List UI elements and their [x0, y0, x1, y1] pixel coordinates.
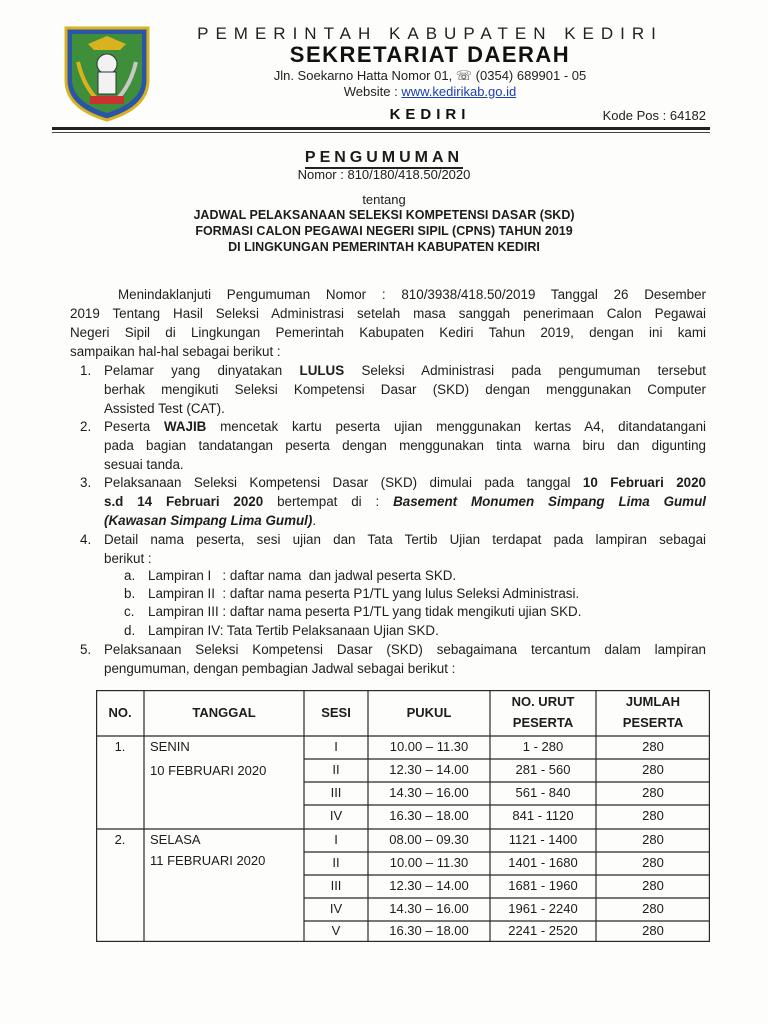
- item-2-line-1: [104, 417, 706, 436]
- attachment-c-letter: c.: [124, 604, 135, 619]
- header-pukul: PUKUL: [406, 705, 452, 720]
- announcement-number: Nomor : 810/180/418.50/2020: [297, 167, 471, 182]
- row-1-urut: 1 - 280: [522, 739, 564, 754]
- item-3-text-a: Pelaksanaan Seleksi Kompetensi Dasar (SKD) dimulai pada tanggal: [104, 475, 583, 490]
- item-3-line-2: [104, 492, 706, 511]
- item-3-line-1: [104, 473, 706, 492]
- row-7-jumlah: 280: [642, 878, 664, 893]
- header-jumlah-1: JUMLAH: [625, 694, 681, 709]
- header-tanggal: TANGGAL: [192, 705, 256, 720]
- letterhead-postcode: Kode Pos : 64182: [602, 108, 706, 123]
- row-7-urut: 1681 - 1960: [508, 878, 578, 893]
- row-2-pukul: 12.30 – 14.00: [389, 762, 469, 777]
- row-8-jumlah: 280: [642, 901, 664, 916]
- schedule-table: [96, 690, 710, 942]
- website-link[interactable]: www.kedirikab.go.id: [401, 84, 517, 99]
- item-1-line-1: [104, 361, 706, 380]
- group-2-day: SELASA: [150, 832, 201, 847]
- item-3-venue-area: (Kawasan Simpang Lima Gumul): [104, 513, 313, 528]
- website-label: Website :: [343, 84, 398, 99]
- row-4-urut: 841 - 1120: [512, 808, 574, 823]
- row-9-urut: 2241 - 2520: [508, 923, 578, 938]
- item-2-line-3: sesuai tanda.: [104, 457, 184, 472]
- attachment-a-letter: a.: [124, 568, 136, 583]
- row-7-sesi: III: [330, 878, 342, 893]
- item-4-line-1: Detail nama peserta, sesi ujian dan Tata Tertib Ujian terdapat pada lampiran sebagai: [104, 532, 706, 547]
- letterhead-address: Jln. Soekarno Hatta Nomor 01, ☏ (0354) 689901 - 05: [273, 68, 587, 83]
- group-2-no: 2.: [114, 832, 126, 847]
- subject-line-3: DI LINGKUNGAN PEMERINTAH KABUPATEN KEDIRI: [228, 240, 540, 254]
- row-7-pukul: 12.30 – 14.00: [389, 878, 469, 893]
- header-no: NO.: [108, 705, 132, 720]
- row-6-pukul: 10.00 – 11.30: [389, 855, 469, 870]
- row-4-pukul: 16.30 – 18.00: [389, 808, 469, 823]
- header-urut-2: PESERTA: [512, 715, 574, 730]
- item-2-line-2: pada bagian tandatangan peserta dengan menggunakan tinta warna biru dan digunting: [104, 438, 706, 453]
- item-5-number: 5.: [80, 642, 92, 657]
- row-3-pukul: 14.30 – 16.00: [389, 785, 469, 800]
- item-1-text-c: Seleksi Administrasi pada pengumuman tersebut: [344, 363, 706, 378]
- row-3-sesi: III: [330, 785, 342, 800]
- item-3-venue: Basement Monumen Simpang Lima Gumul: [393, 494, 706, 509]
- row-6-jumlah: 280: [642, 855, 664, 870]
- attachment-d-letter: d.: [124, 623, 136, 638]
- item-1-line-3: Assisted Test (CAT).: [104, 401, 225, 416]
- header-jumlah-2: PESERTA: [622, 715, 684, 730]
- group-1-no: 1.: [114, 739, 126, 754]
- row-5-pukul: 08.00 – 09.30: [389, 832, 469, 847]
- item-3-period: .: [312, 513, 317, 528]
- letterhead-website: [160, 84, 700, 99]
- header-sesi: SESI: [321, 705, 351, 720]
- subject-line-2: FORMASI CALON PEGAWAI NEGERI SIPIL (CPNS) TAHUN 2019: [195, 224, 573, 238]
- attachment-b-letter: b.: [124, 586, 136, 601]
- row-9-pukul: 16.30 – 18.00: [389, 923, 469, 938]
- item-3-number: 3.: [80, 475, 92, 490]
- item-2-text-c: mencetak kartu peserta ujian menggunakan kertas A4, ditandatangani: [206, 419, 706, 434]
- item-1-lulus: LULUS: [299, 363, 345, 378]
- row-4-jumlah: 280: [642, 808, 664, 823]
- row-9-jumlah: 280: [642, 923, 664, 938]
- row-8-urut: 1961 - 2240: [508, 901, 578, 916]
- item-1-line-2: berhak mengikuti Seleksi Kompetensi Dasar (SKD) dengan menggunakan Computer: [104, 382, 706, 397]
- announcement-about: tentang: [362, 192, 406, 207]
- letterhead-rule-thick: [52, 127, 710, 130]
- item-2-wajib: WAJIB: [163, 419, 207, 434]
- row-1-pukul: 10.00 – 11.30: [389, 739, 469, 754]
- row-2-jumlah: 280: [642, 762, 664, 777]
- row-5-jumlah: 280: [642, 832, 664, 847]
- item-1-number: 1.: [80, 363, 92, 378]
- row-6-sesi: II: [332, 855, 340, 870]
- intro-line-4: sampaikan hal-hal sebagai berikut :: [70, 344, 281, 359]
- attachment-d-text: Lampiran IV: Tata Tertib Pelaksanaan Ujian SKD.: [148, 623, 439, 638]
- item-1-text-a: Pelamar yang dinyatakan: [104, 363, 300, 378]
- group-1-date: 10 FEBRUARI 2020: [150, 763, 267, 778]
- row-3-jumlah: 280: [642, 785, 664, 800]
- letterhead-rule-thin: [52, 132, 710, 133]
- item-3-start-date: 10 Februari 2020: [582, 475, 707, 490]
- letterhead-government: PEMERINTAH KABUPATEN KEDIRI: [197, 24, 663, 43]
- row-9-sesi: V: [331, 923, 341, 938]
- row-4-sesi: IV: [329, 808, 343, 823]
- row-8-sesi: IV: [329, 901, 343, 916]
- item-5-line-1: Pelaksanaan Seleksi Kompetensi Dasar (SKD) sebagaimana tercantum dalam lampiran: [104, 642, 706, 657]
- item-4-line-2: berikut :: [104, 551, 152, 566]
- subject-line-1: JADWAL PELAKSANAAN SELEKSI KOMPETENSI DASAR (SKD): [193, 208, 575, 222]
- item-2-number: 2.: [80, 419, 92, 434]
- row-8-pukul: 14.30 – 16.00: [389, 901, 469, 916]
- group-1-day: SENIN: [150, 739, 190, 754]
- letterhead-office: SEKRETARIAT DAERAH: [289, 42, 571, 67]
- group-2-date: 11 FEBRUARI 2020: [150, 853, 266, 868]
- row-2-sesi: II: [332, 762, 340, 777]
- item-4-number: 4.: [80, 532, 92, 547]
- item-3-line-3: [104, 511, 706, 530]
- letterhead-city: KEDIRI: [389, 106, 471, 123]
- header-urut-1: NO. URUT: [511, 694, 575, 709]
- attachment-b-text: Lampiran II : daftar nama peserta P1/TL yang lulus Seleksi Administrasi.: [148, 586, 580, 601]
- attachment-a-text: Lampiran I : daftar nama dan jadwal peserta SKD.: [148, 568, 457, 583]
- row-3-urut: 561 - 840: [515, 785, 571, 800]
- row-2-urut: 281 - 560: [515, 762, 571, 777]
- item-2-text-a: Peserta: [104, 419, 164, 434]
- intro-line-1: Menindaklanjuti Pengumuman Nomor : 810/3938/418.50/2019 Tanggal 26 Desember: [118, 287, 706, 302]
- kediri-regency-logo: [62, 22, 152, 122]
- row-5-urut: 1121 - 1400: [508, 832, 578, 847]
- announcement-heading-text: PENGUMUMAN: [305, 149, 463, 169]
- item-3-text-b: bertempat di :: [263, 494, 394, 509]
- row-1-jumlah: 280: [642, 739, 664, 754]
- row-5-sesi: I: [334, 832, 338, 847]
- intro-line-3: Negeri Sipil di Lingkungan Pemerintah Kabupaten Kediri Tahun 2019, dengan ini kami: [70, 325, 706, 340]
- row-1-sesi: I: [334, 739, 338, 754]
- intro-line-2: 2019 Tentang Hasil Seleksi Administrasi setelah masa sanggah penerimaan Calon Pegawai: [70, 306, 706, 321]
- announcement-heading: [0, 149, 768, 167]
- row-6-urut: 1401 - 1680: [508, 855, 578, 870]
- item-3-end-date: s.d 14 Februari 2020: [104, 494, 264, 509]
- attachment-c-text: Lampiran III : daftar nama peserta P1/TL yang tidak mengikuti ujian SKD.: [148, 604, 582, 619]
- item-5-line-2: pengumuman, dengan pembagian Jadwal sebagai berikut :: [104, 661, 456, 676]
